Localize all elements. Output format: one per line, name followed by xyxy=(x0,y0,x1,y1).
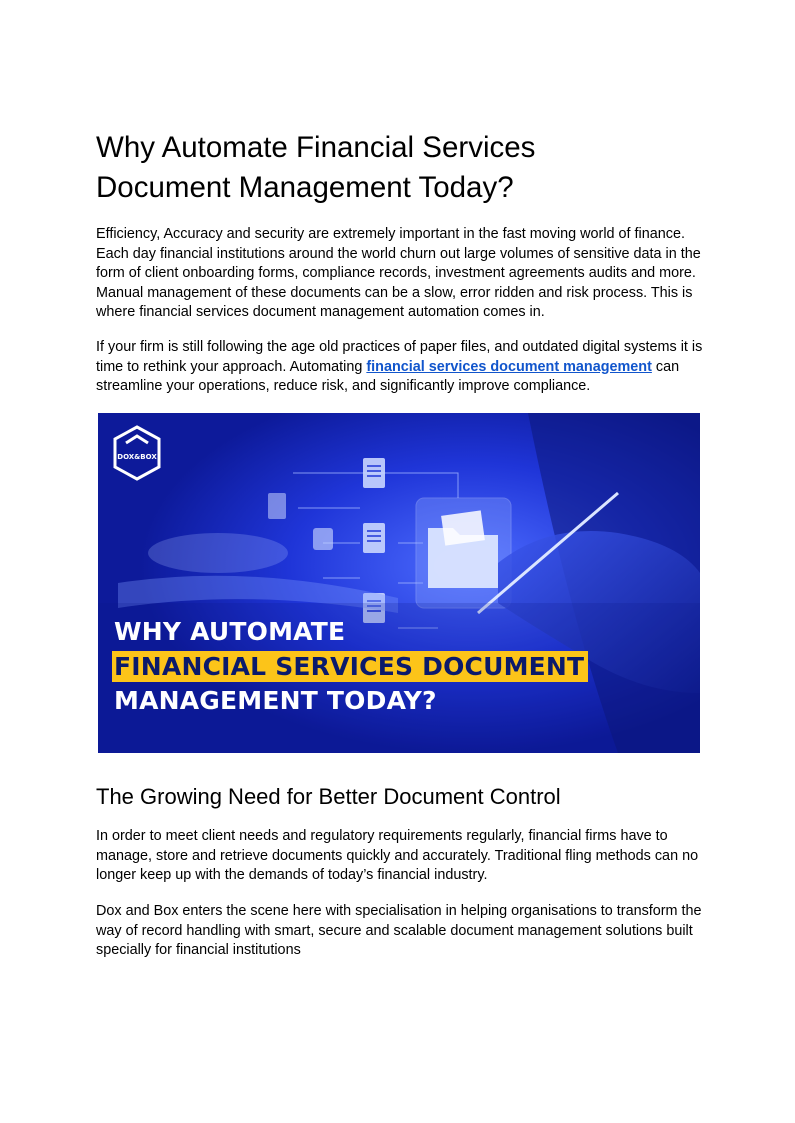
paragraph-text-after-link: can streamline your operations, reduce risk, and significantly improve compliance. xyxy=(96,358,680,394)
logo-text: DOX&BOX xyxy=(117,453,157,461)
title-line-2: Document Management Today? xyxy=(96,171,514,204)
title-line-1: Why Automate Financial Services xyxy=(96,131,536,164)
banner-highlight: FINANCIAL SERVICES DOCUMENT xyxy=(112,651,588,682)
doxbox-logo xyxy=(112,425,162,481)
banner-line-3: MANAGEMENT TODAY? xyxy=(114,686,437,715)
section-heading: The Growing Need for Better Document Control xyxy=(96,784,561,809)
banner-line-2 xyxy=(114,651,588,683)
need-paragraph: In order to meet client needs and regulatory requirements regularly, financial firms have to manage, store and retrieve documents quickly and accurately. Traditional fling methods can no longer keep up with the demands of today’s financial industry. xyxy=(96,828,699,883)
paragraph-text-before-link: If your firm is still following the age old practices of paper files, and outdated digital systems it is time to rethink your approach. Automating xyxy=(96,339,703,375)
banner-line-1: WHY AUTOMATE xyxy=(114,617,346,646)
hero-banner-image xyxy=(98,413,700,753)
doxbox-paragraph: Dox and Box enters the scene here with specialisation in helping organisations to transform the way of record handling with smart, secure and scalable document management solutions built specially for financial institutions xyxy=(96,903,702,958)
document-management-link[interactable]: financial services document management xyxy=(366,358,652,375)
intro-paragraph: Efficiency, Accuracy and security are extremely important in the fast moving world of finance. Each day financial institutions around the world churn out large volumes of sensitive data in the form of client onboarding forms, compliance records, investment agreements audits and more. Manual management of these documents can be a slow, error ridden and risk process. This is where financial services document management automation comes in. xyxy=(96,226,701,320)
automation-paragraph xyxy=(96,338,706,397)
page-title xyxy=(96,128,701,208)
